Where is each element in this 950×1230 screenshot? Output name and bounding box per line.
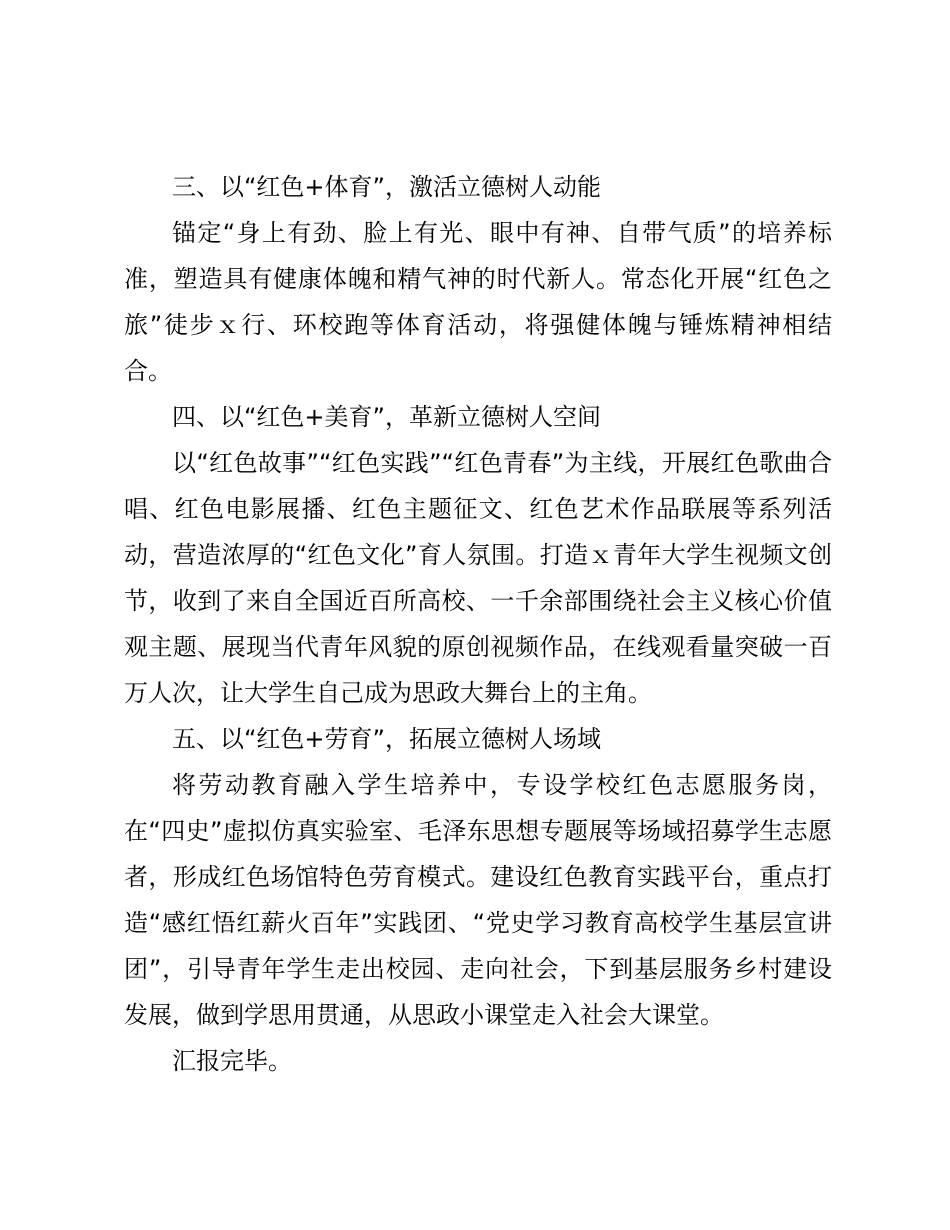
body-paragraph-aesthetic: 以“红色故事”“红色实践”“红色青春”为主线，开展红色歌曲合唱、红色电影展播、红色主题征文、红色艺术作品联展等系列活动，营造浓厚的“红色文化”育人氛围。打造ｘ青年大学生视频文创节，收到了来自全国近百所高校、一千余部围绕社会主义核心价值观主题、展现当代青年风貌的原创视频作品，在线观看量突破一百万人次，让大学生自己成为思政大舞台上的主角。 <box>124 449 832 707</box>
body-paragraph-labor: 将劳动教育融入学生培养中，专设学校红色志愿服务岗，在“四史”虚拟仿真实验室、毛泽东思想专题展等场域招募学生志愿者，形成红色场馆特色劳育模式。建设红色教育实践平台，重点打造“感红悟红薪火百年”实践团、“党史学习教育高校学生基层宣讲团”，引导青年学生走出校园、走向社会，下到基层服务乡村建设发展，做到学思用贯通，从思政小课堂走入社会大课堂。 <box>124 771 832 1029</box>
body-paragraph-sport: 锚定“身上有劲、脸上有光、眼中有神、自带气质”的培养标准，塑造具有健康体魄和精气神的时代新人。常态化开展“红色之旅”徒步ｘ行、环校跑等体育活动，将强健体魄与锤炼精神相结合。 <box>124 219 832 385</box>
section-heading-sport: 三、以“红色+体育”，激活立德树人动能 <box>172 173 601 201</box>
document-body <box>124 164 832 1084</box>
closing-paragraph: 汇报完毕。 <box>172 1047 292 1075</box>
section-heading-aesthetic: 四、以“红色+美育”，革新立德树人空间 <box>172 403 601 431</box>
section-heading-labor: 五、以“红色+劳育”，拓展立德树人场域 <box>172 725 601 753</box>
